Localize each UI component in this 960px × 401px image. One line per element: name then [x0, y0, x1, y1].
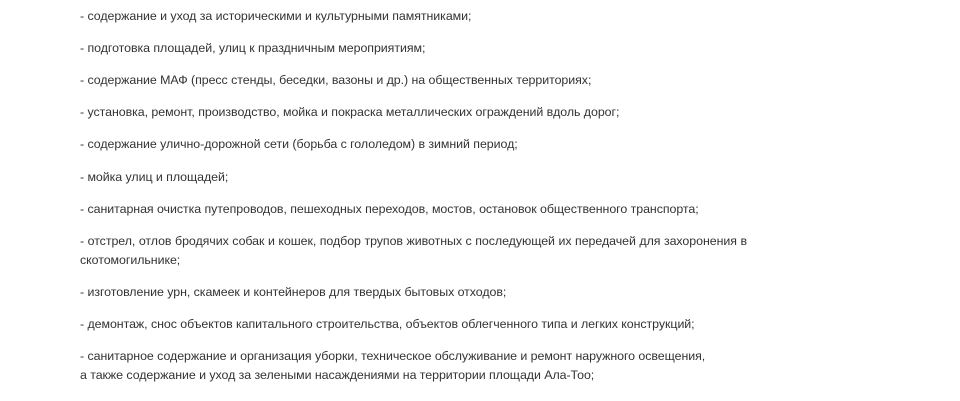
- list-item: - содержание МАФ (пресс стенды, беседки, вазоны и др.) на общественных территориях;: [80, 73, 592, 87]
- list-item: - содержание и уход за историческими и культурными памятниками;: [80, 9, 472, 23]
- list-item: - санитарное содержание и организация уборки, техническое обслуживание и ремонт наружного освещения,: [80, 349, 706, 363]
- list-item: - подготовка площадей, улиц к праздничным мероприятиям;: [80, 41, 426, 55]
- list-item-continuation: а также содержание и уход за зелеными насаждениями на территории площади Ала-Тоо;: [80, 368, 595, 382]
- list-item: - мойка улиц и площадей;: [80, 170, 229, 184]
- list-item: - демонтаж, снос объектов капитального строительства, объектов облегченного типа и легких конструкций;: [80, 317, 695, 331]
- list-item: - изготовление урн, скамеек и контейнеров для твердых бытовых отходов;: [80, 285, 507, 299]
- list-item: - содержание улично-дорожной сети (борьба с гололедом) в зимний период;: [80, 137, 518, 151]
- list-item: - установка, ремонт, производство, мойка и покраска металлических ограждений вдоль дорог;: [80, 105, 620, 119]
- list-item: - санитарная очистка путепроводов, пешеходных переходов, мостов, остановок общественного транспорта;: [80, 202, 699, 216]
- list-item: - отстрел, отлов бродячих собак и кошек, подбор трупов животных с последующей их передачей для захоронения в скотомогильнике;: [80, 234, 747, 267]
